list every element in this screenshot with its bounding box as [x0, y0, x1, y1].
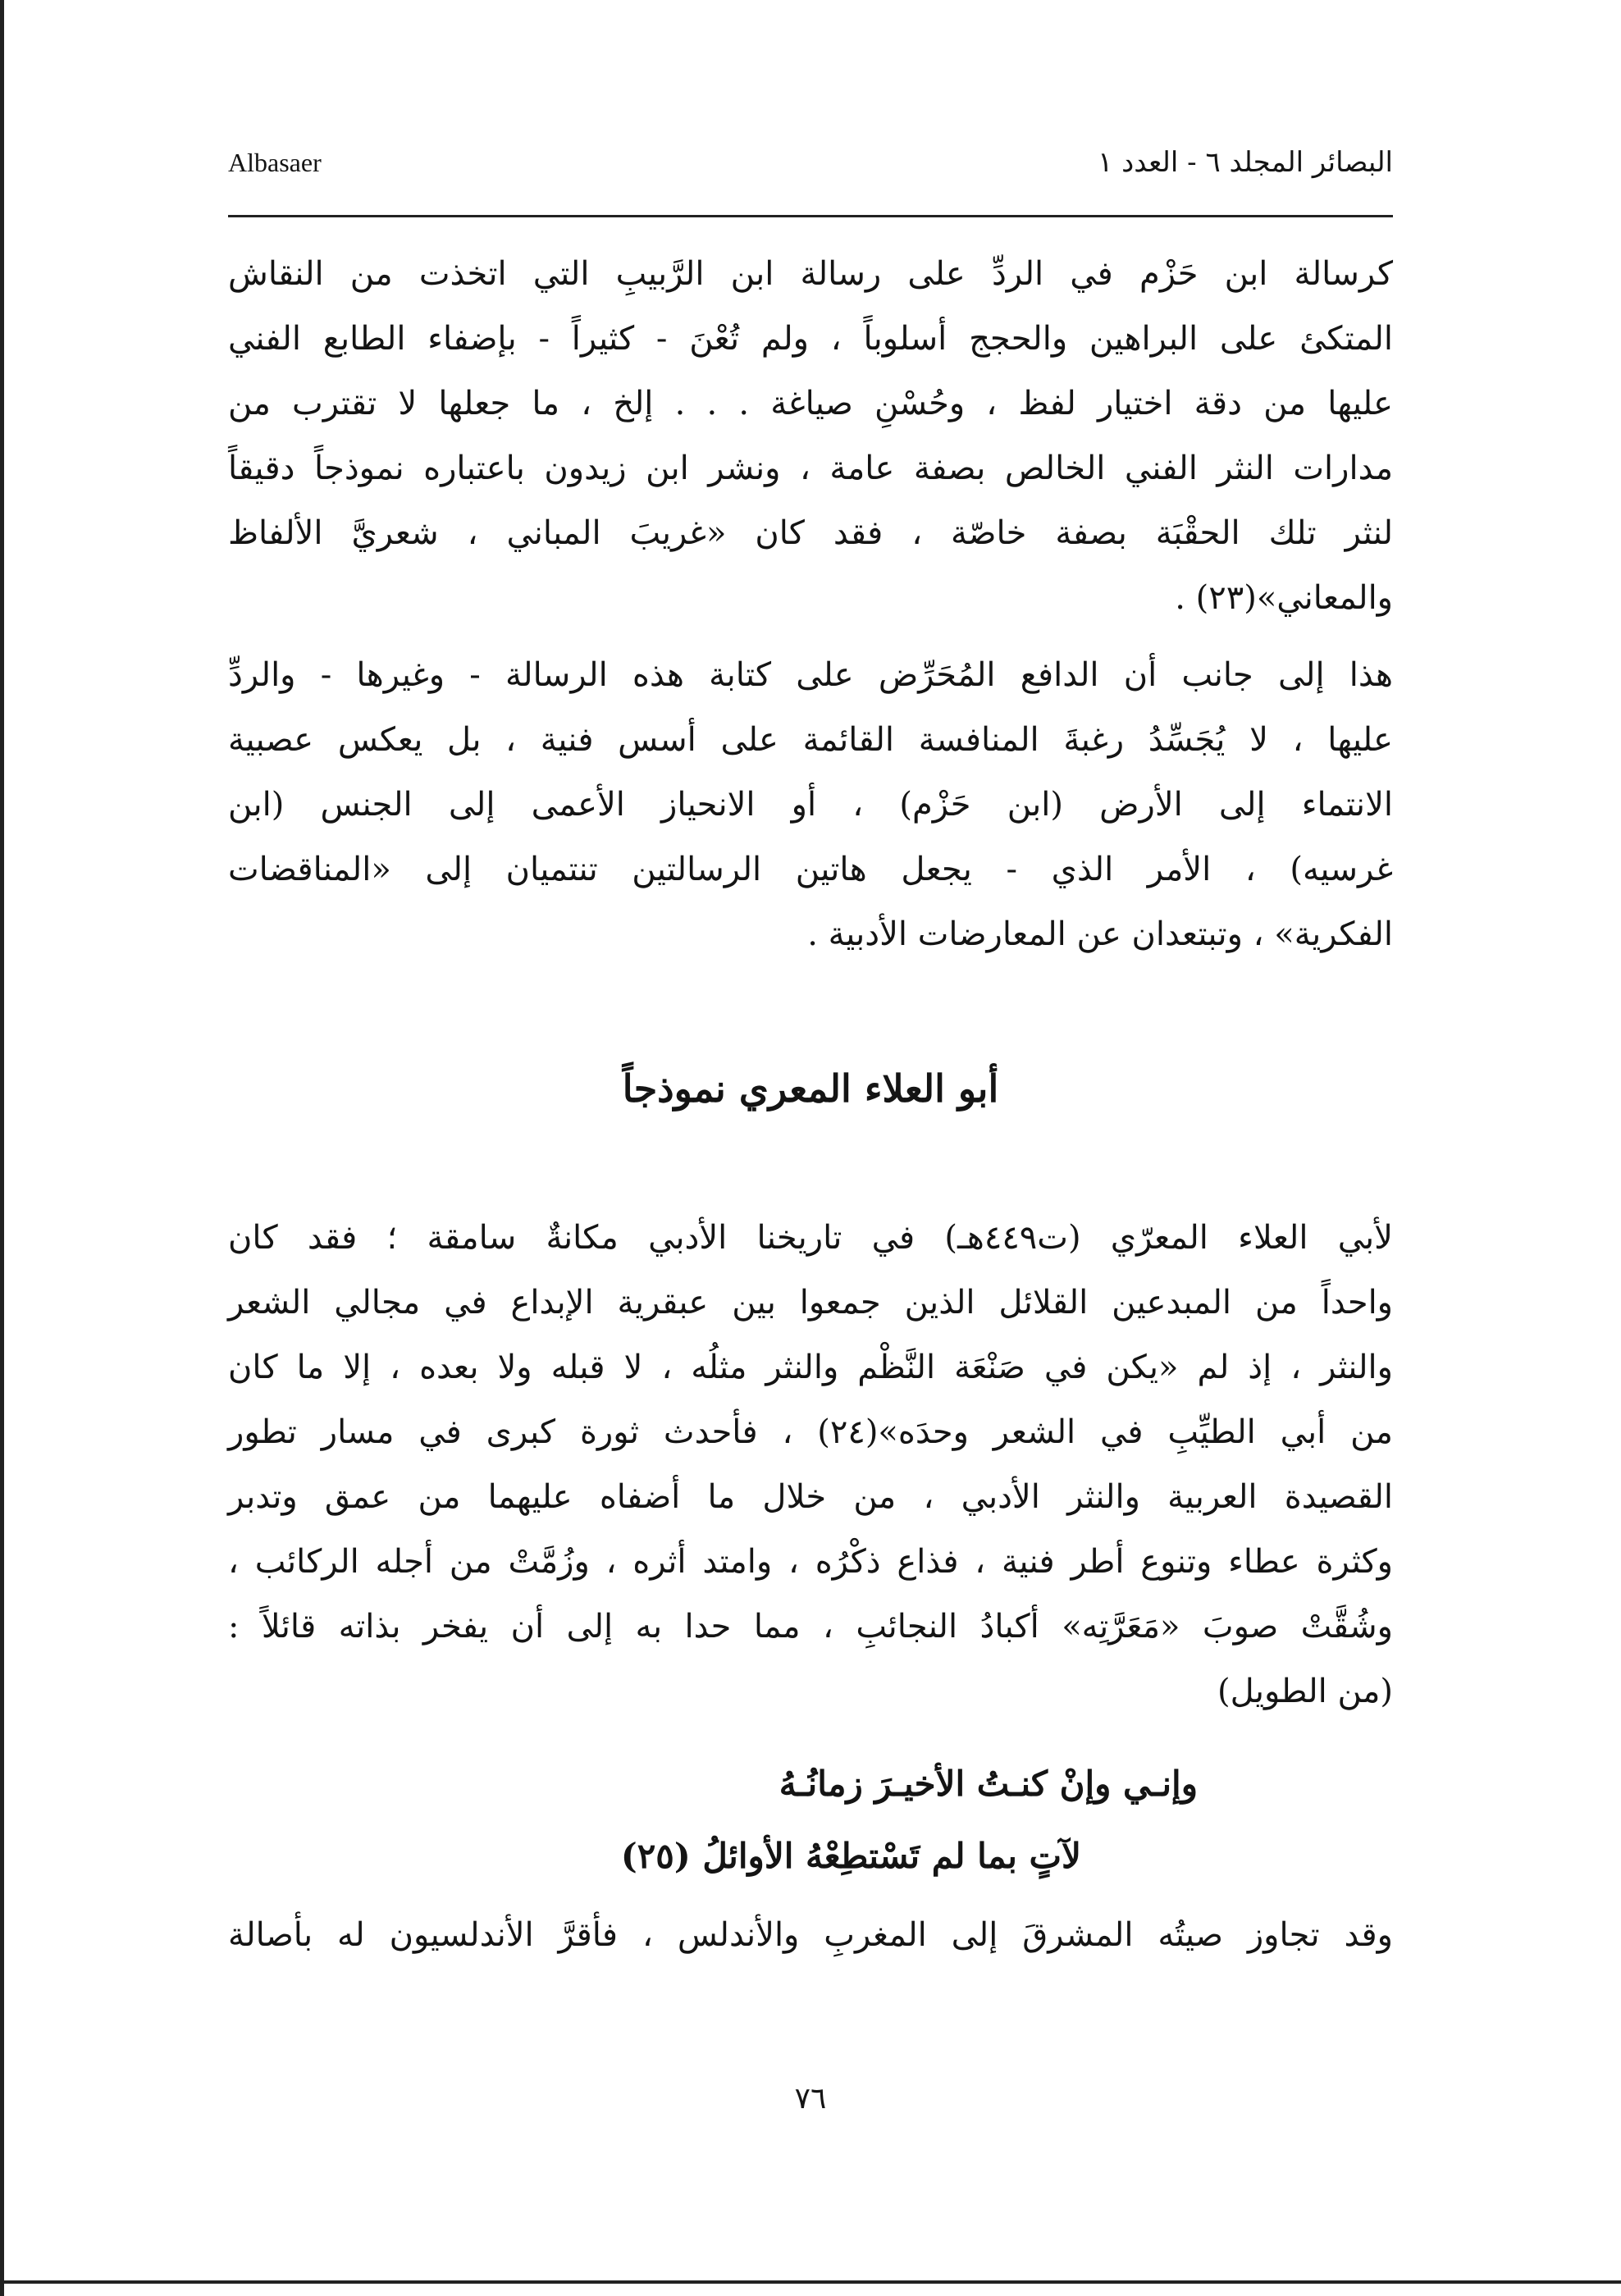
- text-line: الانتماء إلى الأرض (ابن حَزْم) ، أو الانحياز الأعمى إلى الجنس (ابن: [228, 786, 1393, 824]
- text-line: كرسالة ابن حَزْم في الردِّ على رسالة ابن الرَّبيبِ التي اتخذت من النقاش: [228, 255, 1393, 293]
- text-line: المتكئ على البراهين والحجج أسلوباً ، ولم تُعْنَ - كثيراً - بإضفاء الطابع الفني: [228, 320, 1394, 358]
- text-line: والنثر ، إذ لم «يكن في صَنْعَة النَّظْم والنثر مثلُه ، لا قبله ولا بعده ، إلا ما كان: [228, 1349, 1393, 1386]
- text-line: وقد تجاوز صيتُه المشرقَ إلى المغربِ والأندلس ، فأقرَّ الأندلسيون له بأصالة: [228, 1916, 1393, 1954]
- text-line: واحداً من المبدعين القلائل الذين جمعوا بين عبقرية الإبداع في مجالي الشعر: [228, 1284, 1393, 1321]
- page-bottom-line: [0, 2280, 1621, 2284]
- text-line: من أبي الطيِّبِ في الشعر وحدَه»(٢٤) ، فأحدث ثورة كبرى في مسار تطور: [228, 1413, 1393, 1451]
- paragraph-3: [228, 1206, 1393, 1724]
- text-line: عليها ، لا يُجَسِّدُ رغبةَ المنافسة القائمة على أسس فنية ، بل يعكس عصبية: [228, 721, 1393, 759]
- page-number: ٧٦: [794, 2082, 827, 2116]
- verse-line-2: لآتٍ بما لم تَسْتطِعْهُ الأوائلُ (٢٥): [620, 1836, 1081, 1876]
- text-line: والمعاني»(٢٣) .: [1175, 579, 1393, 617]
- paragraph-1: [228, 242, 1393, 631]
- text-line: غرسيه) ، الأمر الذي - يجعل هاتين الرسالتين تنتميان إلى «المناقضات: [228, 851, 1393, 888]
- text-line: مدارات النثر الفني الخالص بصفة عامة ، ونشر ابن زيدون باعتباره نموذجاً دقيقاً: [228, 450, 1393, 487]
- text-line: القصيدة العربية والنثر الأدبي ، من خلال ما أضفاه عليهما من عمق وتدبر: [228, 1478, 1393, 1516]
- text-line: هذا إلى جانب أن الدافع المُحَرِّض على كتابة هذه الرسالة - وغيرها - والردِّ: [228, 656, 1393, 694]
- text-line: عليها من دقة اختيار لفظ ، وحُسْنِ صياغة . . . إلخ ، ما جعلها لا تقترب من: [228, 385, 1393, 422]
- paragraph-2: [228, 643, 1393, 967]
- journal-latin-name: Albasaer: [228, 148, 322, 177]
- meter-label: (من الطويل): [1217, 1673, 1393, 1710]
- section-heading: أبو العلاء المعري نموذجاً: [622, 1066, 999, 1111]
- page-edge-line: [0, 0, 4, 2296]
- paragraph-4: [228, 1903, 1393, 1968]
- text-line: لأبي العلاء المعرّي (ت٤٤٩هـ) في تاريخنا الأدبي مكانةٌ سامقة ؛ فقد كان: [228, 1219, 1393, 1257]
- header-divider: [228, 215, 1393, 217]
- running-header: [228, 139, 1393, 189]
- text-line: وكثرة عطاء وتنوع أطر فنية ، فذاع ذكْرُه ، وامتد أثره ، وزُمَّتْ من أجله الركائب ،: [228, 1543, 1393, 1581]
- text-line: وشُقَّتْ صوبَ «مَعَرَّتِه» أكبادُ النجائبِ ، مما حدا به إلى أن يفخر بذاته قائلاً :: [228, 1608, 1393, 1646]
- text-line: الفكرية» ، وتبتعدان عن المعارضات الأدبية .: [807, 915, 1393, 953]
- text-line: لنثر تلك الحقْبَة بصفة خاصّة ، فقد كان «غريبَ المباني ، شعريَّ الألفاظ: [228, 514, 1393, 552]
- journal-title: البصائر المجلد ٦ - العدد ١: [1098, 146, 1393, 179]
- verse-line-1: وإنـي وإنْ كنـتُ الأخيـرَ زمانُـهُ: [779, 1764, 1198, 1804]
